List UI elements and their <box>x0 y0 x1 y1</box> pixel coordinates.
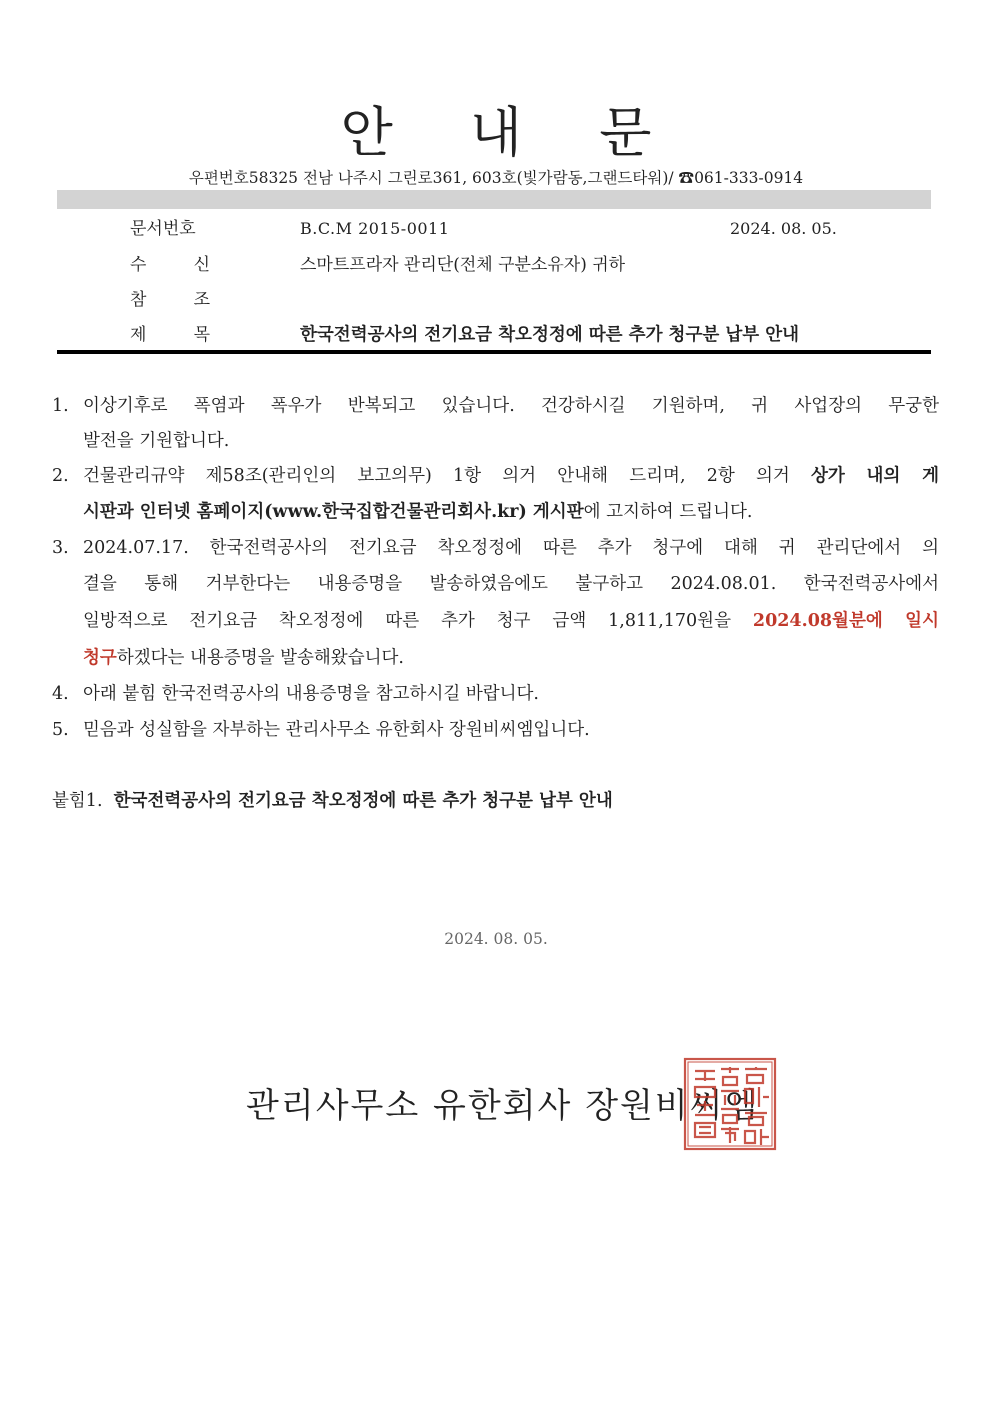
subject: 한국전력공사의 전기요금 착오정정에 따른 추가 청구분 납부 안내 <box>300 325 800 345</box>
document-title: 안 내 문 <box>340 101 682 164</box>
item-5-number: 5. <box>52 720 69 740</box>
billing-month-highlight: 2024.08월분에 일시 <box>752 611 939 631</box>
attachment <box>52 786 613 816</box>
phone-icon: ☎ <box>678 169 695 187</box>
company-seal <box>683 1057 777 1151</box>
subject-label: 제 목 <box>130 325 210 345</box>
meta-bottom-rule <box>57 350 931 354</box>
doc-number: B.C.M 2015-0011 <box>300 219 450 238</box>
item-1-line-1: 이상기후로 폭염과 폭우가 반복되고 있습니다. 건강하시길 기원하며, 귀 사업장의 무궁한 <box>83 396 939 416</box>
item-3-line-1: 2024.07.17. 한국전력공사의 전기요금 착오정정에 따른 추가 청구에 대해 귀 관리단에서 의 <box>83 538 939 558</box>
billing-highlight-end: 청구 <box>83 648 117 668</box>
item-1-line-2: 발전을 기원합니다. <box>83 431 230 451</box>
item-4-number: 4. <box>52 684 69 704</box>
item-1-number: 1. <box>52 396 69 416</box>
attachment-label: 붙힘1. <box>52 791 103 811</box>
sender-address <box>0 168 992 188</box>
item-3-line-3: 일방적으로 전기요금 착오정정에 따른 추가 청구 금액 1,811,170원을 2024.08월분에 일시 <box>83 611 939 631</box>
recipient: 스마트프라자 관리단(전체 구분소유자) 귀하 <box>300 255 626 275</box>
item-3-line-2: 결을 통해 거부한다는 내용증명을 발송하였음에도 불구하고 2024.08.01. 한국전력공사에서 <box>83 574 939 594</box>
address-text: 우편번호58325 전남 나주시 그린로361, 603호(빛가람동,그랜드타워)/ <box>188 169 679 187</box>
recipient-label: 수 신 <box>130 255 210 275</box>
item-3-number: 3. <box>52 538 69 558</box>
item-3-line-4: 청구하겠다는 내용증명을 발송해왔습니다. <box>83 648 404 668</box>
item-4-text: 아래 붙힘 한국전력공사의 내용증명을 참고하시길 바랍니다. <box>83 684 539 704</box>
reference-label: 참 조 <box>130 290 210 310</box>
doc-date: 2024. 08. 05. <box>730 219 837 238</box>
doc-number-label <box>130 218 210 240</box>
homepage-emphasis: 시판과 인터넷 홈페이지(www.한국집합건물관리회사.kr) 게시판 <box>83 502 584 522</box>
attachment-title: 한국전력공사의 전기요금 착오정정에 따른 추가 청구분 납부 안내 <box>113 791 613 811</box>
item-2-number: 2. <box>52 466 69 486</box>
header-divider-bar <box>57 190 931 209</box>
item-5-text: 믿음과 성실함을 자부하는 관리사무소 유한회사 장원비씨엠입니다. <box>83 720 590 740</box>
doc-number-label-text: 문서번호 <box>130 219 196 239</box>
item-2-line-2: 시판과 인터넷 홈페이지(www.한국집합건물관리회사.kr) 게시판에 고지하여 드립니다. <box>83 502 753 522</box>
phone-number: 061-333-0914 <box>694 169 804 187</box>
item-2-line-1: 건물관리규약 제58조(관리인의 보고의무) 1항 의거 안내해 드리며, 2항 의거 상가 내의 게 <box>83 466 940 486</box>
footer-date: 2024. 08. 05. <box>444 930 548 948</box>
bulletin-board-emphasis: 상가 내의 게 <box>811 466 940 486</box>
signature: 관리사무소 유한회사 장원비씨엠 <box>246 1086 760 1126</box>
